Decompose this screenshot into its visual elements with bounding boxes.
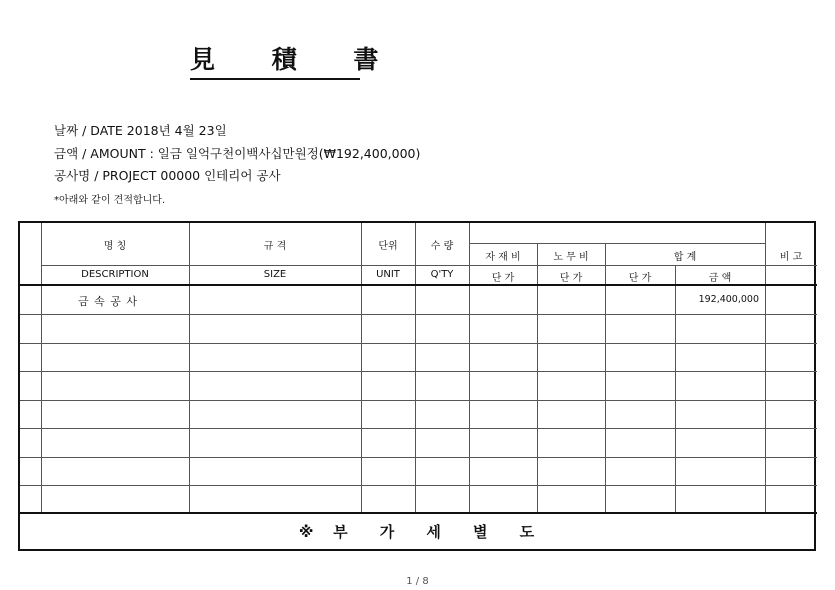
header-labor: 노 무 비 (553, 252, 589, 263)
row-rule (20, 343, 817, 344)
row-rule (20, 400, 817, 401)
row-rule (20, 428, 817, 429)
header-material: 자 재 비 (485, 252, 521, 263)
col-divider (361, 223, 362, 513)
header-rule (41, 265, 817, 266)
header-total: 합 계 (673, 252, 697, 263)
row-rule (20, 371, 817, 372)
row-rule (20, 457, 817, 458)
col-divider (189, 223, 190, 513)
row-1-amount: 192,400,000 (698, 294, 759, 305)
amount-line: 금액 / AMOUNT : 일금 일억구천이백사십만원정(₩192,400,000) (54, 146, 421, 161)
header-amount: 금 액 (708, 273, 732, 284)
header-unit-kr: 단위 (378, 241, 398, 252)
header-remark: 비 고 (779, 252, 803, 263)
footer-top-rule (20, 512, 817, 514)
header-total-unit-price: 단 가 (628, 273, 652, 284)
page-number: 1 / 8 (406, 576, 429, 587)
row-rule (20, 485, 817, 486)
col-divider (765, 223, 766, 513)
estimate-table (18, 221, 816, 551)
row-1-description: 금 속 공 사 (78, 295, 138, 308)
project-line: 공사명 / PROJECT 00000 인테리어 공사 (54, 168, 281, 183)
header-name-kr: 명 칭 (103, 241, 127, 252)
header-qty-en: Q'TY (430, 269, 454, 280)
header-spec-kr: 규 격 (263, 241, 287, 252)
header-qty-kr: 수 량 (430, 241, 454, 252)
header-spec-en: SIZE (263, 269, 287, 280)
col-divider (469, 223, 470, 513)
estimate-note: *아래와 같이 견적합니다. (54, 195, 166, 206)
header-rule (469, 243, 765, 244)
header-name-en: DESCRIPTION (81, 269, 149, 280)
date-line: 날짜 / DATE 2018년 4월 23일 (54, 123, 227, 138)
header-unit-en: UNIT (376, 269, 400, 280)
document-title: 見 積 書 (190, 44, 360, 80)
vat-excluded-note: ※ 부 가 세 별 도 (298, 523, 536, 541)
col-divider (41, 223, 42, 513)
row-rule (20, 314, 817, 315)
header-bottom-rule (20, 284, 817, 286)
col-divider (415, 223, 416, 513)
header-material-unit-price: 단 가 (491, 273, 515, 284)
header-labor-unit-price: 단 가 (559, 273, 583, 284)
